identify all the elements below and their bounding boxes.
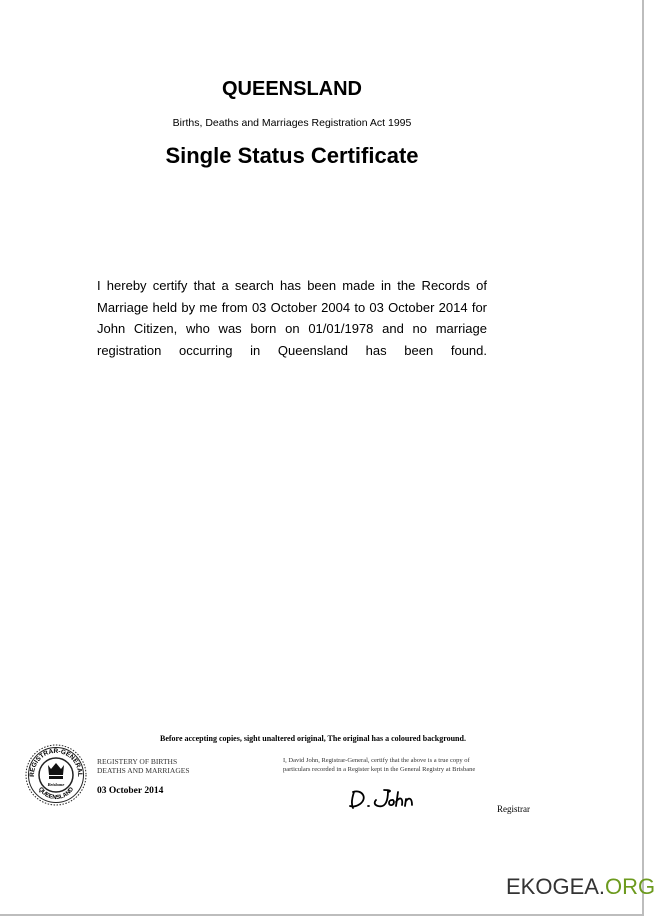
- copy-warning: Before accepting copies, sight unaltered original, The original has a coloured background.: [160, 734, 466, 743]
- issue-date: 03 October 2014: [97, 786, 164, 796]
- registrar-seal-icon: [24, 743, 88, 807]
- registry-name: [97, 757, 190, 775]
- certification-body: I hereby certify that a search has been made in the Records of Marriage held by me from 03 October 2004 to 03 October 2014 for John Citizen, who was born on 01/01/1978 and no marriage registration occurring in Queensland has been found.: [97, 278, 487, 358]
- certificate-title: Single Status Certificate: [165, 143, 419, 168]
- act-subtitle: Births, Deaths and Marriages Registration Act 1995: [172, 117, 412, 129]
- registrar-certification: I, David John, Registrar-General, certify that the above is a true copy of particulars recorded in a Register kept in the General Registry at Brisbane: [283, 757, 476, 773]
- page-edge: [642, 0, 644, 916]
- svg-text:Brisbane: Brisbane: [47, 782, 65, 787]
- svg-text:REGISTRAR-GENERAL: REGISTRAR-GENERAL: [28, 747, 84, 777]
- registrar-label: Registrar: [497, 804, 530, 814]
- state-heading: QUEENSLAND: [221, 78, 362, 100]
- watermark-main: EKOGEA.: [506, 874, 606, 899]
- registry-line: REGISTERY OF BIRTHS: [97, 757, 178, 766]
- svg-text:QUEENSLAND: QUEENSLAND: [36, 786, 76, 802]
- registry-line: DEATHS AND MARRIAGES: [97, 766, 190, 775]
- ekogea-watermark: [506, 874, 655, 900]
- signature: [348, 786, 428, 812]
- watermark-suffix: ORG: [605, 874, 655, 899]
